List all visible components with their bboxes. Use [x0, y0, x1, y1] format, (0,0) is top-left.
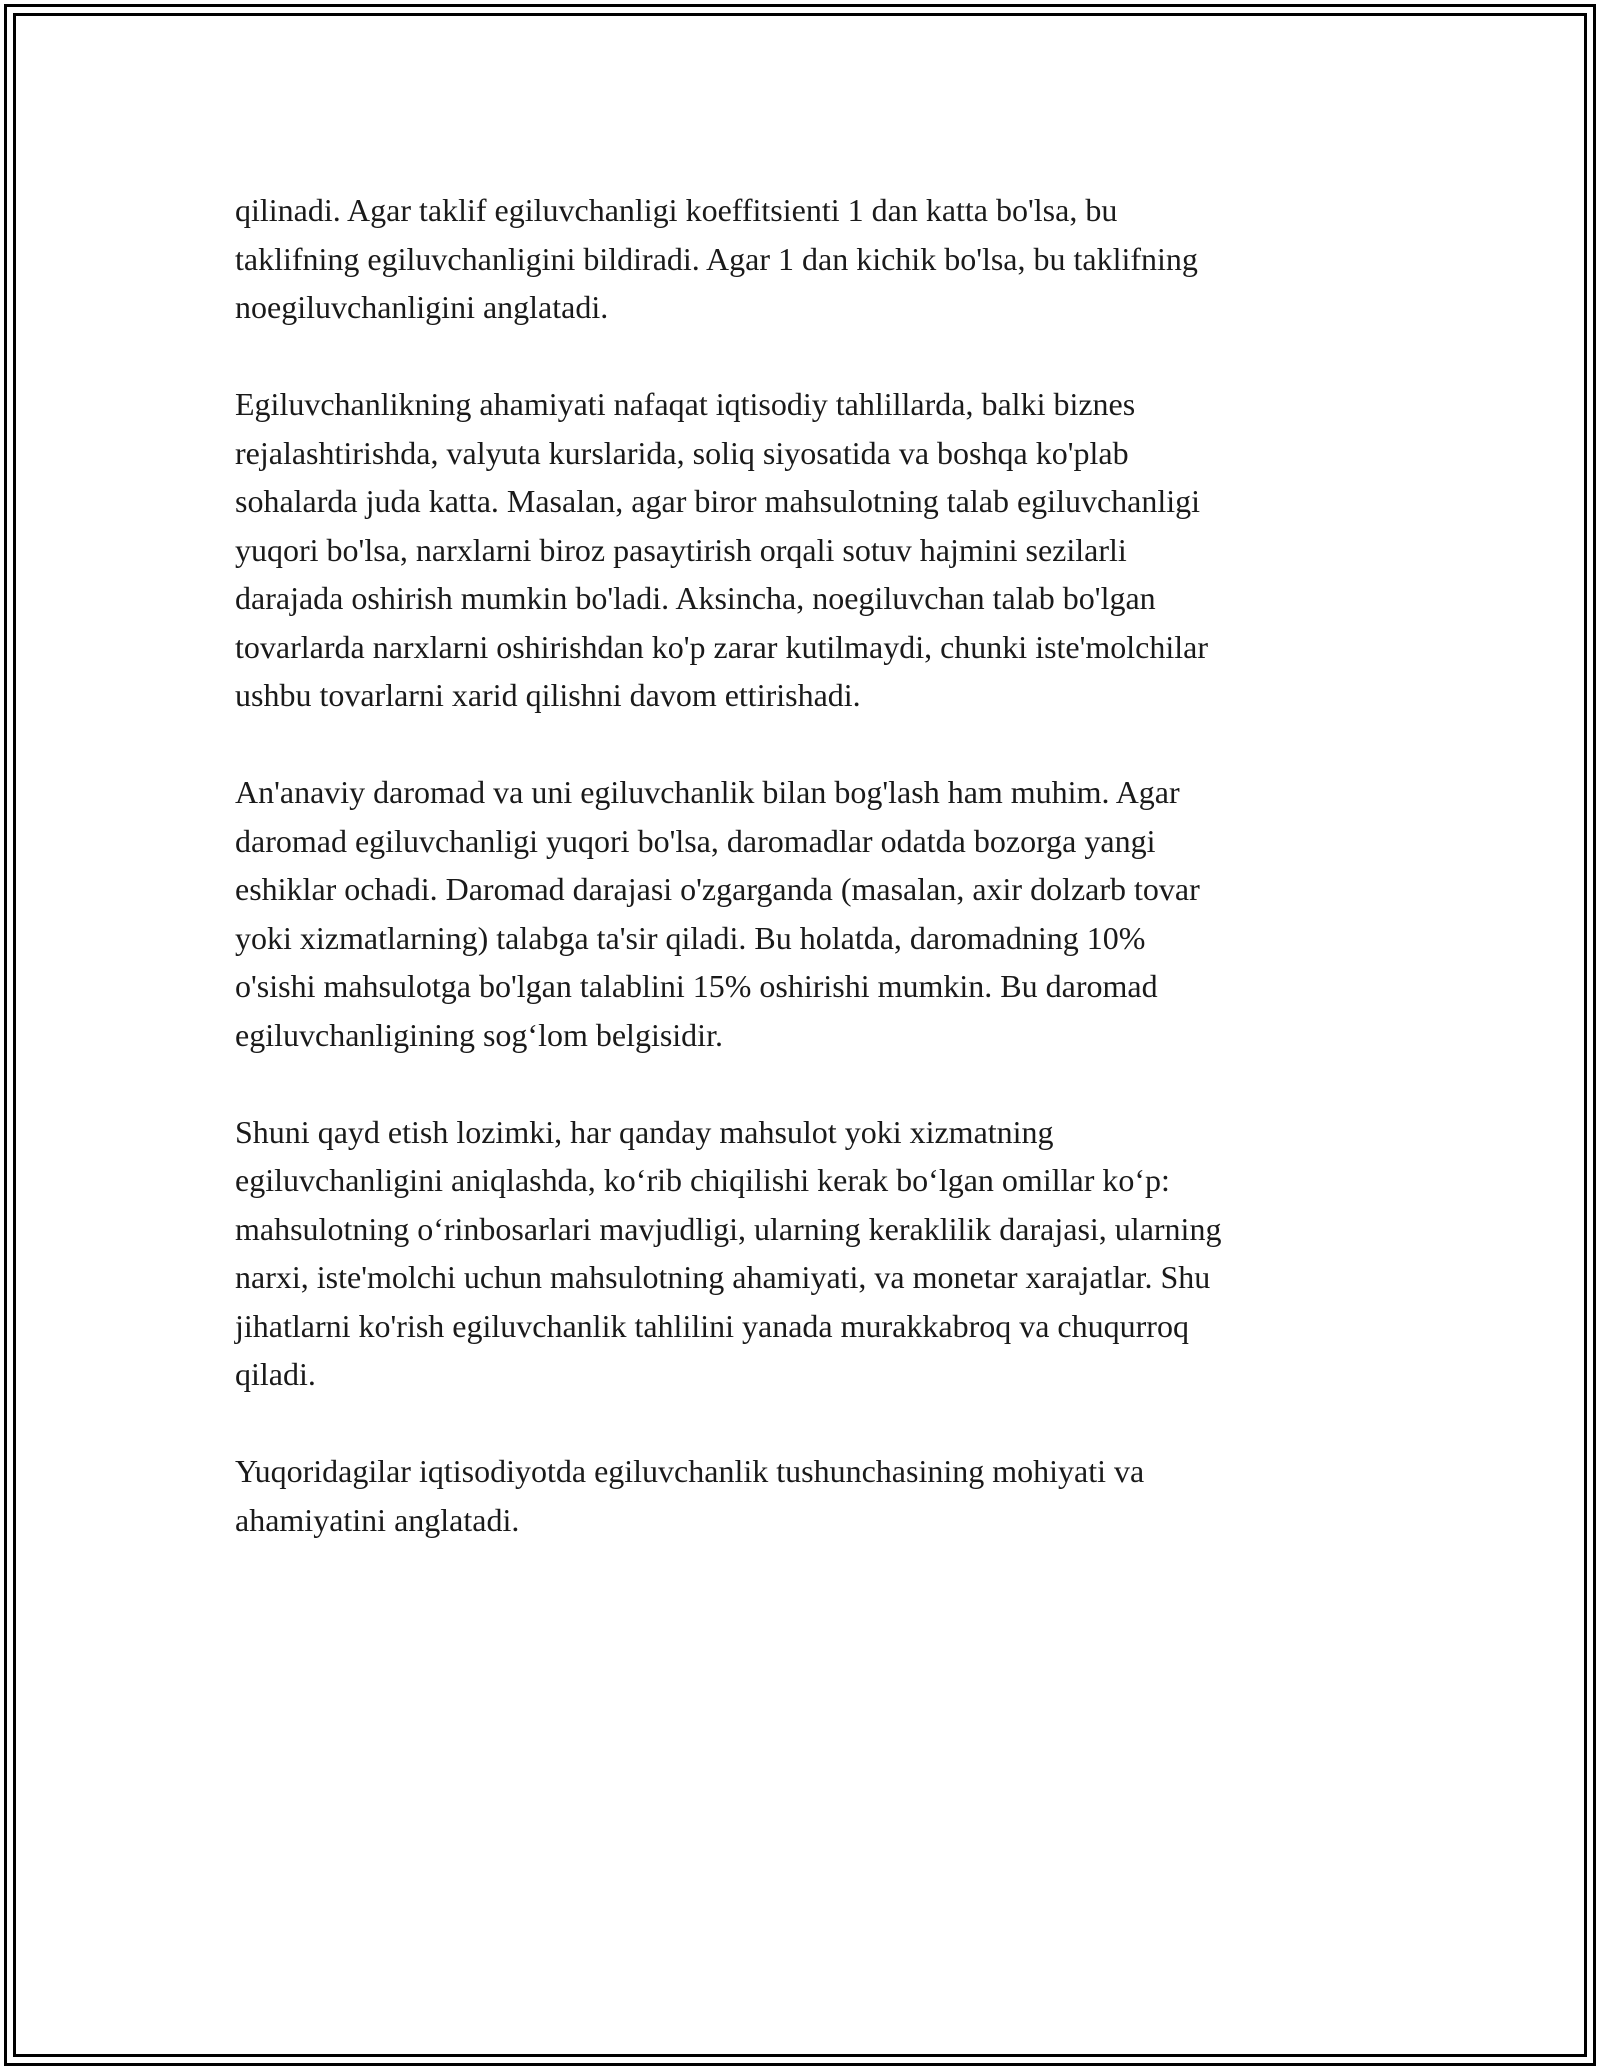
document-body	[235, 186, 1385, 1593]
paragraph-elasticity-importance: Egiluvchanlikning ahamiyati nafaqat iqtisodiy tahlillarda, balki biznes rejalashtirishda, valyuta kurslarida, soliq siyosatida va boshqa ko'plab sohalarda juda katta. Masalan, agar biror mahsulotning talab egiluvchanligi yuqori bo'lsa, narxlarni biroz pasaytirish orqali sotuv hajmini sezilarli darajada oshirish mumkin bo'ladi. Aksincha, noegiluvchan talab bo'lgan tovarlarda narxlarni oshirishdan ko'p zarar kutilmaydi, chunki iste'molchilar ushbu tovarlarni xarid qilishni davom ettirishadi.	[235, 386, 1209, 713]
paragraph-elasticity-factors: Shuni qayd etish lozimki, har qanday mahsulot yoki xizmatning egiluvchanligini aniqlashda, ko‘rib chiqilishi kerak bo‘lgan omillar ko‘p: mahsulotning o‘rinbosarlari mavjudligi, ularning keraklilik darajasi, ularning narxi, iste'molchi uchun mahsulotning ahamiyati, va monetar xarajatlar. Shu jihatlarni ko'rish egiluvchanlik tahlilini yanada murakkabroq va chuqurroq qiladi.	[235, 1113, 1222, 1392]
paragraph-income-elasticity: An'anaviy daromad va uni egiluvchanlik bilan bog'lash ham muhim. Agar daromad egiluvchanligi yuqori bo'lsa, daromadlar odatda bozorga yangi eshiklar ochadi. Daromad darajasi o'zgarganda (masalan, axir dolzarb tovar yoki xizmatlarning) talabga ta'sir qiladi. Bu holatda, daromadning 10% o'sishi mahsulotga bo'lgan talablini 15% oshirishi mumkin. Bu daromad egiluvchanligining sog‘lom belgisidir.	[235, 774, 1200, 1053]
paragraph-summary: Yuqoridagilar iqtisodiyotda egiluvchanlik tushunchasining mohiyati va ahamiyatini anglatadi.	[235, 1453, 1145, 1538]
paragraph-supply-elasticity-conclusion: qilinadi. Agar taklif egiluvchanligi koeffitsienti 1 dan katta bo'lsa, bu taklifning egiluvchanligini bildiradi. Agar 1 dan kichik bo'lsa, bu taklifning noegiluvchanligini anglatadi.	[235, 192, 1198, 325]
